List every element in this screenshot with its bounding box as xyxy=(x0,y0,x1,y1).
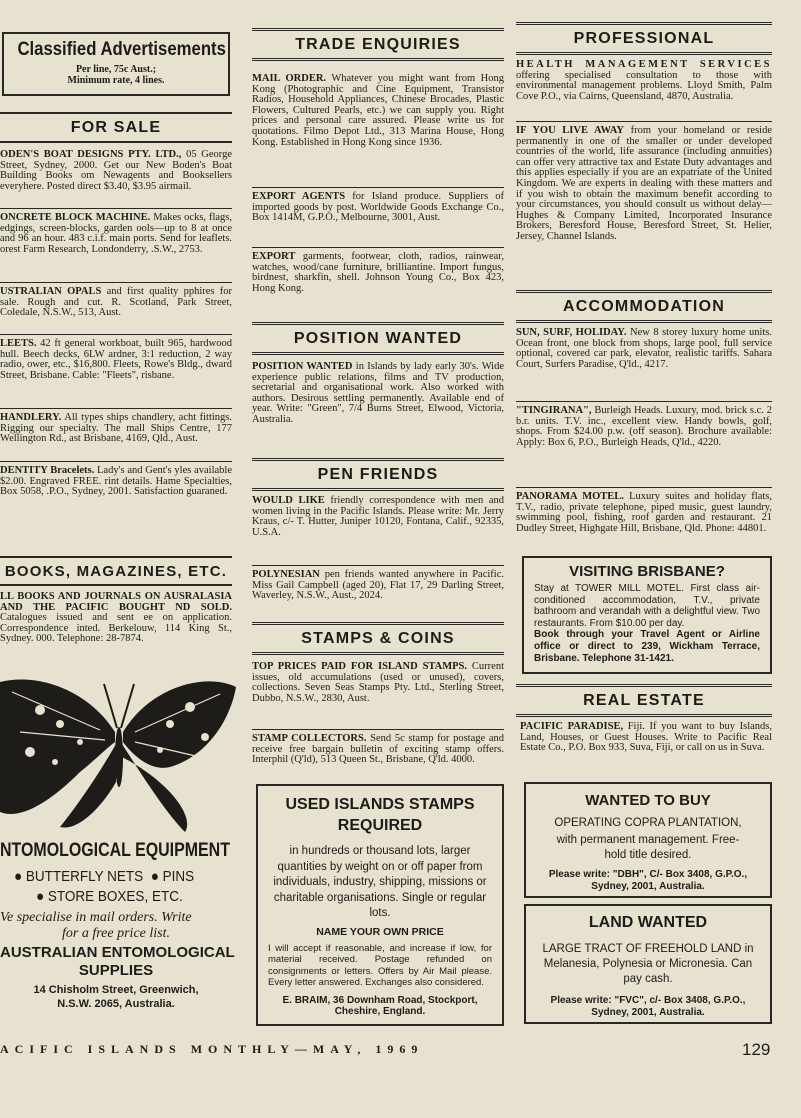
classified-title: Classified Advertisements xyxy=(17,39,226,60)
ento-title: NTOMOLOGICAL EQUIPMENT xyxy=(0,840,230,861)
ad-body: in Islands by lady early 30's. Wide experience public relations, films and TV production, secretarial and organisational work. Also worked with authors. Desirous settling permanently. Available end of year. Write: "Green", 7/4 Burns Street, Elwood, Victoria, Australia. xyxy=(252,361,504,425)
stamps-ad xyxy=(252,658,504,730)
ad-lead: PACIFIC PARADISE, xyxy=(520,721,624,732)
ad-body: New 8 storey luxury home units. Ocean front, one block from shops, large pool, full service optional, covered car park, elevator, realistic tariffs. Sahara Court, Surfers Paradise, Q'ld., 4217. xyxy=(516,327,772,370)
ento-tagline-2: for a free price list. xyxy=(62,926,170,941)
ad-lead: POSITION WANTED xyxy=(252,361,353,372)
visiting-title: VISITING BRISBANE? xyxy=(569,563,725,580)
accommodation-ad xyxy=(516,324,772,402)
used-stamps-terms: I will accept if reasonable, and increase if low, for material received. Postage refunded on consignments or letters. Offers by Air Mail please. Every letter answered. Exchanges also considered. xyxy=(268,942,492,988)
ad-lead: DENTITY Bracelets. xyxy=(0,465,95,476)
ento-address-1: 14 Chisholm Street, Greenwich, xyxy=(33,984,199,996)
ad-body: Makes ocks, flags, edgings, screen-blocks, garden ools—up to 8 at once and 96 an hour. 483 c.i.f. main ports. Send for leaflets. orest Farm Research, Londonderry, .S.W., 2753. xyxy=(0,212,232,255)
trade-heading: TRADE ENQUIRIES xyxy=(252,28,504,61)
ad-lead: WOULD LIKE xyxy=(252,495,325,506)
for-sale-ad xyxy=(0,146,232,209)
wanted-line1: OPERATING COPRA PLANTATION, xyxy=(554,817,742,829)
used-stamps-addr-1: E. BRAIM, 36 Downham Road, Stockport, xyxy=(282,994,478,1006)
ento-item-nets: BUTTERFLY NETS xyxy=(25,868,144,885)
for-sale-heading: FOR SALE xyxy=(0,112,232,143)
visiting-booking: Book through your Travel Agent or Airline office or direct to 239, Wickham Terrace, Brisbane. Telephone 31-1421. xyxy=(534,629,760,664)
ad-lead: SUN, SURF, HOLIDAY. xyxy=(516,327,627,338)
pen-ad xyxy=(252,566,504,627)
accommodation-ad xyxy=(516,488,772,563)
position-heading: POSITION WANTED xyxy=(252,322,504,355)
for-sale-ad xyxy=(0,409,232,462)
position-ad xyxy=(252,358,504,457)
ento-company-1: AUSTRALIAN ENTOMOLOGICAL xyxy=(0,944,235,961)
accommodation-heading: ACCOMMODATION xyxy=(516,290,772,323)
ento-address-2: N.S.W. 2065, Australia. xyxy=(57,998,175,1010)
used-stamps-title: USED ISLANDS STAMPS REQUIRED xyxy=(285,796,475,834)
ento-tagline-1: Ve specialise in mail orders. Write xyxy=(0,910,192,925)
books-heading: BOOKS, MAGAZINES, ETC. xyxy=(0,556,232,586)
professional-heading: PROFESSIONAL xyxy=(516,22,772,55)
wanted-line2: with permanent management. Free-hold title desired. xyxy=(556,834,740,861)
trade-ad xyxy=(252,70,504,188)
ad-body: Send 5c stamp for postage and receive free bargain bulletin of exciting stamp offers. Interphil (Q'ld), 513 Queen St., Brisbane, Q'ld. 4000. xyxy=(252,733,504,766)
stamps-ads xyxy=(252,658,504,783)
accommodation-ads xyxy=(516,324,772,563)
ad-lead: USTRALIAN OPALS xyxy=(0,286,102,297)
ad-lead: LEETS. xyxy=(0,338,37,349)
real-estate-ad xyxy=(520,718,772,783)
bullet-icon: ● xyxy=(150,868,159,885)
stamps-ad xyxy=(252,730,504,783)
ad-body: Fiji. If you want to buy Islands, Land, Houses, or Guest Houses. Write to Pacific Real Estate Co., P.O. Box 933, Suva, Fiji, or call on us in Suva. xyxy=(520,721,772,754)
wanted-to-buy-box xyxy=(524,782,772,898)
bullet-icon: ● xyxy=(14,868,23,885)
professional-ad xyxy=(516,56,772,122)
accommodation-ad xyxy=(516,402,772,488)
ento-item-boxes: STORE BOXES, ETC. xyxy=(47,888,183,905)
ad-lead: MAIL ORDER. xyxy=(252,73,327,84)
used-stamps-box xyxy=(256,784,504,1026)
trade-ad xyxy=(252,248,504,309)
ad-lead: EXPORT xyxy=(252,251,296,262)
professional-ad xyxy=(516,122,772,291)
land-title: LAND WANTED xyxy=(588,914,708,931)
used-stamps-text: in hundreds or thousand lots, larger quantities by weight on or off paper from individuals, industry, shipping, missions or charitable organisations. Single or regular lots. xyxy=(273,845,487,919)
ad-body: Catalogues issued and sent ee on application. Correspondence inted. Berkelouw, 114 King St., Sydney. 000. Telephone: 28-7874. xyxy=(0,612,232,645)
ad-body: and first quality pphires for sale. Rough and cut. R. Scotland, Park Street, Coledale, N.S.W., 513, Aust. xyxy=(0,286,232,319)
pen-ad xyxy=(252,492,504,566)
ad-body: Whatever you might want from Hong Kong (Photographic and Cine Equipment, Transistor Radios, Household Appliances, Chinese Brocades, Plastic Flowers, Cultured Pearls, etc.) we can supply you. Right prices and personal care assured. Please write us for quotations. Filmo Depot Ltd., 313 Marina House, Hong Kong. Established in Hong Kong since 1936. xyxy=(252,73,504,148)
ad-lead: HEALTH MANAGEMENT SERVICES xyxy=(516,59,772,70)
classified-header-box xyxy=(2,32,230,96)
page-number: 129 xyxy=(742,1040,771,1059)
ad-body: Current issues, old accumulations (used or unused), covers, collections. Seven Seas Stamps Pty. Ltd., Sterling Street, Dubbo, N.S.W., 2830, Aust. xyxy=(252,661,504,704)
ad-lead: POLYNESIAN xyxy=(252,569,320,580)
pen-friends-heading: PEN FRIENDS xyxy=(252,458,504,491)
ad-body: Burleigh Heads. Luxury, mod. brick s.c. 2 b.r. units. T.V. inc., excellent view. Handy bowls, golf, shops. From $24.00 p.w. (off season). Brochure available: Apply: Box 6, P.O., Burleigh Heads, Q'ld., 4220. xyxy=(516,405,772,448)
used-stamps-subhead: NAME YOUR OWN PRICE xyxy=(316,925,444,938)
for-sale-ad xyxy=(0,209,232,283)
land-wanted-box xyxy=(524,904,772,1024)
ad-body: friendly correspondence with men and women living in the Pacific Islands. Please write: Mr. Jerry Kraus, c/- T. Hutter, Juniper 10120, Fontana, Calif., 92335, U.S.A. xyxy=(252,495,504,538)
real-estate-heading: REAL ESTATE xyxy=(516,684,772,717)
ento-items-row1 xyxy=(14,868,194,885)
for-sale-ads xyxy=(0,146,232,525)
land-line1: LARGE TRACT OF FREEHOLD LAND in Melanesia, Polynesia or Micronesia. Can pay cash. xyxy=(542,943,754,985)
ad-body: garments, footwear, cloth, radios, rainwear, watches, wood/cane furniture, brilliantine. Import fungus, birdnest, sharkfin, shell. Johnson Young Co., Box 423, Hong Kong. xyxy=(252,251,504,294)
ad-lead: STAMP COLLECTORS. xyxy=(252,733,367,744)
ento-items-row2 xyxy=(36,888,183,905)
bullet-icon: ● xyxy=(36,888,45,905)
visiting-brisbane-box xyxy=(522,556,772,674)
ento-company-2: SUPPLIES xyxy=(78,962,154,979)
ad-body: pen friends wanted anywhere in Pacific. Miss Gail Campbell (aged 20), Flat 17, 29 Darling Street, Waverley, N.S.W., Aust., 2024. xyxy=(252,569,504,602)
ad-body: offering specialised consultation to those with environmental management problems. Lloyd Smith, Palm Cove P.O., via Cairns, Queensland, 4870, Australia. xyxy=(516,69,772,102)
for-sale-ad xyxy=(0,335,232,409)
ad-lead: ODEN'S BOAT DESIGNS PTY. LTD., xyxy=(0,149,182,160)
page-footer: ACIFIC ISLANDS MONTHLY—MAY, 1969 xyxy=(0,1042,424,1056)
for-sale-ad xyxy=(0,283,232,335)
wanted-title: WANTED TO BUY xyxy=(585,792,711,809)
ento-item-pins: PINS xyxy=(162,868,195,885)
books-ad xyxy=(0,588,232,659)
ad-lead: TOP PRICES PAID FOR ISLAND STAMPS. xyxy=(252,661,468,672)
ad-body: 05 George Street, Sydney, 2000. Get our New Boden's Boat Building Books om Newagents and Booksellers everyhere. Posted direct $3.40, $3.95 airmail. xyxy=(0,149,232,192)
ad-lead: "TINGIRANA", xyxy=(516,405,592,416)
pen-ads xyxy=(252,492,504,627)
ad-body: for Island produce. Suppliers of imported goods by post. Worldwide Goods Exchange Co., Box 1414M, G.P.O., Melbourne, 3001, Aust. xyxy=(252,191,504,224)
ad-body: All types ships chandlery, acht fittings. Rigging our specialty. The mall Ships Centre, 177 Wellington Rd., ast Brisbane, 4169, Qld., Aust. xyxy=(0,412,232,445)
professional-ads xyxy=(516,56,772,291)
ad-body: Lady's and Gent's yles available $2.00. Engraved FREE. rint details. Hame Specialties, Box 5058, .P.O., Sydney, 2001. Satisfaction guaraned. xyxy=(0,465,232,498)
ad-lead: ONCRETE BLOCK MACHINE. xyxy=(0,212,151,223)
butterfly-illustration xyxy=(0,662,238,837)
classified-rate-line1: Per line, 75c Aust.; xyxy=(75,64,157,75)
trade-ads xyxy=(252,70,504,309)
ad-lead: IF YOU LIVE AWAY xyxy=(516,125,624,136)
ad-lead: PANORAMA MOTEL. xyxy=(516,491,624,502)
ad-body: Luxury suites and holiday flats, T.V., radio, private telephone, piped music, guest laundry, swimming pool, fishing, roof garden and restaurant. 21 Dudley Street, Highgate Hill, Brisbane, Qld. Phone: 44801. xyxy=(516,491,772,534)
stamps-heading: STAMPS & COINS xyxy=(252,622,504,655)
classified-rate-line2: Minimum rate, 4 lines. xyxy=(67,75,165,86)
visiting-text: Stay at TOWER MILL MOTEL. First class air-conditioned accommodation, T.V., private bathroom and verandah with a delightful view. Two restaurants. From $10.00 per day. xyxy=(534,583,760,629)
trade-ad xyxy=(252,188,504,248)
ad-lead: EXPORT AGENTS xyxy=(252,191,346,202)
used-stamps-addr-2: Cheshire, England. xyxy=(334,1005,426,1017)
for-sale-ad xyxy=(0,462,232,525)
ad-lead: LL BOOKS AND JOURNALS ON AUSRALASIA AND THE PACIFIC BOUGHT ND SOLD. xyxy=(0,591,232,613)
wanted-address: Please write: "DBH", C/- Box 3408, G.P.O., Sydney, 2001, Australia. xyxy=(548,869,748,892)
ad-lead: HANDLERY. xyxy=(0,412,62,423)
ad-body: 42 ft general workboat, built 965, hardwood hull. Beech decks, 6LW ardner, 3:1 reduction, 2 way radio, ower, etc., $16,800. Fleets, Rowe's Bldg., dward Street, Brisbane. Cable: "Fleets", risbane. xyxy=(0,338,232,381)
ad-body: from your homeland or reside permanently in one of the smaller or under developed countries of the world, life assurance (including annuities) can offer very attractive tax and Estate Duty advantages and this applies especially if you are an expatriate of the United Kingdom. We are experts in dealing with these matters and if you wish to obtain the maximum benefit according to your circumstances, you should consult us without delay—Hughes & Company Limited, Incorporated Insurance Brokers, Beresford House, Beresford Street, St. Helier, Jersey, Channel Islands. xyxy=(516,125,772,242)
land-address: Please write: "FVC", c/- Box 3408, G.P.O., Sydney, 2001, Australia. xyxy=(550,995,746,1018)
